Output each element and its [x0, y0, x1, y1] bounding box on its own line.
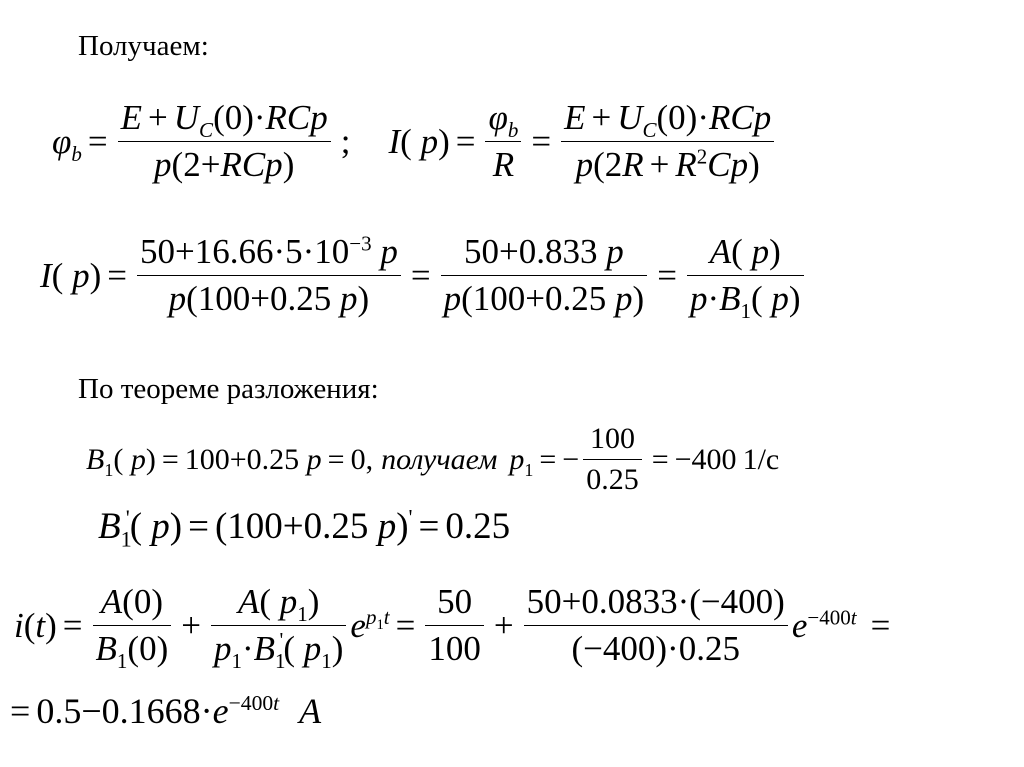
fraction-100-over-025: $\frac{100}{0.25}$ [583, 422, 642, 497]
formula-final-result: = 0.5−0.1668· $e^{-400t}$ A [10, 691, 322, 731]
heading-expansion-theorem: По теореме разложения: [78, 373, 379, 405]
fraction-ip-numeric-2: $\frac{50+0.833 p}{p(100+0.25 p)}$ [441, 232, 648, 319]
fraction-ap-over-pb1: $\frac{A( p)}{p\cdot B_1( p)}$ [687, 232, 804, 319]
fraction-ip-numeric-1: $\frac{50+16.66\cdot 5\cdot 10^{-3} p}{p(100+0.25 p)}$ [137, 232, 401, 319]
fraction-phi-b: $\frac{E + U_C(0)\cdot RCp}{\text{p(2+RCp)}}$ [118, 98, 331, 185]
formula-i-of-t: i(t) = $\frac{A(0)}{B_1(0)}$ + $\frac{A( p_1)}{p_1\cdot B_1'( p_1)}$ $e^{p_1t}$ = $\frac{50}{100}$ + $\frac{50+0.0833\cdot(-400)}{(-400)\cdot 0.25}$ $e^{-400t}$ = [14, 582, 891, 673]
fraction-ap1-over-p1b1p1: $\frac{A( p_1)}{p_1\cdot B_1'( p_1)}$ [211, 582, 346, 669]
fraction-a0-over-b10: $\frac{A(0)}{B_1(0)}$ [93, 582, 172, 669]
formula-b1-root: $B_1$( p) = 100+0.25 p = 0, получаем $p_1$ = − $\frac{100}{0.25}$ = −400 1/c [86, 422, 780, 496]
fraction-phi-over-r: $\frac{\varphi_b}{R}$ [485, 98, 521, 185]
formula-b1-derivative: $B_1'$( p) = (100+0.25 p )' = 0.25 [98, 504, 511, 552]
fraction-50-over-100: $\frac{50}{100}$ [425, 582, 484, 669]
unit-ampere: A [299, 691, 322, 731]
formula-ip-numeric: I( p) = $\frac{50+16.66\cdot 5\cdot 10^{-3} p}{p(100+0.25 p)}$ = $\frac{50+0.833 p}{p(100+0.25 p)}$ = $\frac{A( p)}{p\cdot B_1( p)}$ [40, 232, 808, 319]
fraction-numeric-residue: $\frac{50+0.0833\cdot(-400)}{(-400)\cdot 0.25}$ [524, 582, 788, 669]
fraction-ip-general: $\frac{E + U_C(0)\cdot RCp}{p(2R + R^2Cp)}$ [561, 98, 774, 185]
heading-poluchaem: Получаем: [78, 30, 209, 62]
unit-per-second: 1/c [742, 442, 780, 476]
formula-phi-b-and-ip: $\varphi_b$ = $\frac{E + U_C(0)\cdot RCp}{\text{p(2+RCp)}}$ ; I( p) = $\frac{\varphi_b}{R}$ = $\frac{E + U_C(0)\cdot RCp}{p(2R + R^2Cp)}$ [52, 98, 778, 185]
word-poluchaem: получаем [381, 442, 498, 476]
